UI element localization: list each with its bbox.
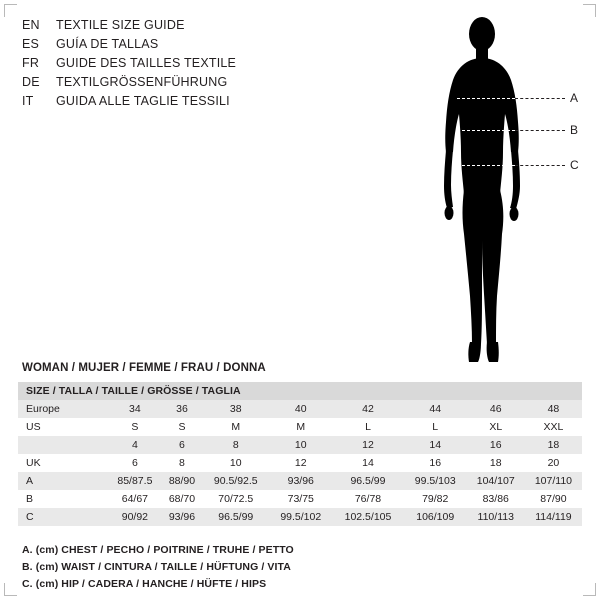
measure-label-c: C xyxy=(570,158,579,172)
cell: 99.5/103 xyxy=(404,472,467,490)
cell: 6 xyxy=(108,454,162,472)
language-row-fr xyxy=(22,56,402,75)
cell: 93/96 xyxy=(269,472,332,490)
table-row xyxy=(18,418,582,436)
cell: 18 xyxy=(467,454,525,472)
cell: 4 xyxy=(108,436,162,454)
row-label-uk: UK xyxy=(18,454,108,472)
cell: 18 xyxy=(525,436,582,454)
cell: S xyxy=(162,418,202,436)
cell: 110/113 xyxy=(467,508,525,526)
row-label-europe: Europe xyxy=(18,400,108,418)
corner-mark-bottom-left xyxy=(4,583,17,596)
row-label-us: US xyxy=(18,418,108,436)
cell: L xyxy=(404,418,467,436)
table-caption: WOMAN / MUJER / FEMME / FRAU / DONNA xyxy=(22,362,266,374)
footnote-b: B. (cm) WAIST / CINTURA / TAILLE / HÜFTUNG / VITA xyxy=(22,561,291,573)
cell: 42 xyxy=(332,400,404,418)
cell: 38 xyxy=(202,400,269,418)
cell: 14 xyxy=(404,436,467,454)
cell: 106/109 xyxy=(404,508,467,526)
cell: 102.5/105 xyxy=(332,508,404,526)
row-label-b: B xyxy=(18,490,108,508)
table-row xyxy=(18,436,582,454)
cell: 114/119 xyxy=(525,508,582,526)
footnote-list xyxy=(22,542,442,593)
language-text-es: GUÍA DE TALLAS xyxy=(56,37,159,51)
language-text-en: TEXTILE SIZE GUIDE xyxy=(56,18,185,32)
language-code-it: IT xyxy=(22,94,34,108)
cell: 76/78 xyxy=(332,490,404,508)
row-label-us-numeric xyxy=(18,436,108,454)
footnote-c: C. (cm) HIP / CADERA / HANCHE / HÜFTE / HIPS xyxy=(22,578,267,590)
cell: 68/70 xyxy=(162,490,202,508)
cell: S xyxy=(108,418,162,436)
cell: 48 xyxy=(525,400,582,418)
corner-mark-bottom-right xyxy=(583,583,596,596)
language-title-list xyxy=(22,18,402,113)
row-label-c: C xyxy=(18,508,108,526)
table-row xyxy=(18,472,582,490)
cell: 46 xyxy=(467,400,525,418)
language-text-fr: GUIDE DES TAILLES TEXTILE xyxy=(56,56,237,70)
cell: 6 xyxy=(162,436,202,454)
cell: 14 xyxy=(332,454,404,472)
measure-line-b-outer xyxy=(515,130,565,131)
cell: 90/92 xyxy=(108,508,162,526)
cell: M xyxy=(269,418,332,436)
cell: XL xyxy=(467,418,525,436)
cell: 93/96 xyxy=(162,508,202,526)
cell: 10 xyxy=(269,436,332,454)
cell: M xyxy=(202,418,269,436)
language-code-en: EN xyxy=(22,18,40,32)
body-figure xyxy=(420,10,590,370)
measure-label-a: A xyxy=(570,91,579,105)
cell: 85/87.5 xyxy=(108,472,162,490)
measure-line-a-outer xyxy=(515,98,565,99)
cell: 99.5/102 xyxy=(269,508,332,526)
language-row-en xyxy=(22,18,402,37)
cell: 34 xyxy=(108,400,162,418)
table-row xyxy=(18,490,582,508)
cell: 36 xyxy=(162,400,202,418)
cell: 10 xyxy=(202,454,269,472)
measure-label-b: B xyxy=(570,123,579,137)
cell: 16 xyxy=(404,454,467,472)
language-code-fr: FR xyxy=(22,56,40,70)
cell: 73/75 xyxy=(269,490,332,508)
table-header-row xyxy=(18,382,582,400)
cell: 70/72.5 xyxy=(202,490,269,508)
cell: 16 xyxy=(467,436,525,454)
cell: 96.5/99 xyxy=(332,472,404,490)
cell: 8 xyxy=(162,454,202,472)
table-row xyxy=(18,400,582,418)
table-row xyxy=(18,454,582,472)
footnote-a: A. (cm) CHEST / PECHO / POITRINE / TRUHE / PETTO xyxy=(22,544,294,556)
cell: XXL xyxy=(525,418,582,436)
cell: 64/67 xyxy=(108,490,162,508)
cell: 44 xyxy=(404,400,467,418)
cell: 12 xyxy=(269,454,332,472)
language-row-es xyxy=(22,37,402,56)
cell: 8 xyxy=(202,436,269,454)
language-row-it xyxy=(22,94,402,113)
language-row-de xyxy=(22,75,402,94)
cell: 88/90 xyxy=(162,472,202,490)
language-text-it: GUIDA ALLE TAGLIE TESSILI xyxy=(56,94,230,108)
cell: 20 xyxy=(525,454,582,472)
cell: 96.5/99 xyxy=(202,508,269,526)
cell: 104/107 xyxy=(467,472,525,490)
cell: 83/86 xyxy=(467,490,525,508)
cell: 79/82 xyxy=(404,490,467,508)
measure-line-b-inner xyxy=(457,130,515,131)
cell: 40 xyxy=(269,400,332,418)
measure-line-a-inner xyxy=(457,98,515,99)
measure-line-c-inner xyxy=(457,165,515,166)
language-code-es: ES xyxy=(22,37,40,51)
corner-mark-top-left xyxy=(4,4,17,17)
cell: L xyxy=(332,418,404,436)
table-row xyxy=(18,508,582,526)
row-label-a: A xyxy=(18,472,108,490)
cell: 107/110 xyxy=(525,472,582,490)
cell: 87/90 xyxy=(525,490,582,508)
size-table xyxy=(18,382,582,526)
female-silhouette-icon xyxy=(420,10,590,370)
cell: 90.5/92.5 xyxy=(202,472,269,490)
table-header-label: SIZE / TALLA / TAILLE / GRÖSSE / TAGLIA xyxy=(18,382,582,400)
cell: 12 xyxy=(332,436,404,454)
measure-line-c-outer xyxy=(515,165,565,166)
language-text-de: TEXTILGRÖSSENFÜHRUNG xyxy=(56,75,228,89)
language-code-de: DE xyxy=(22,75,40,89)
